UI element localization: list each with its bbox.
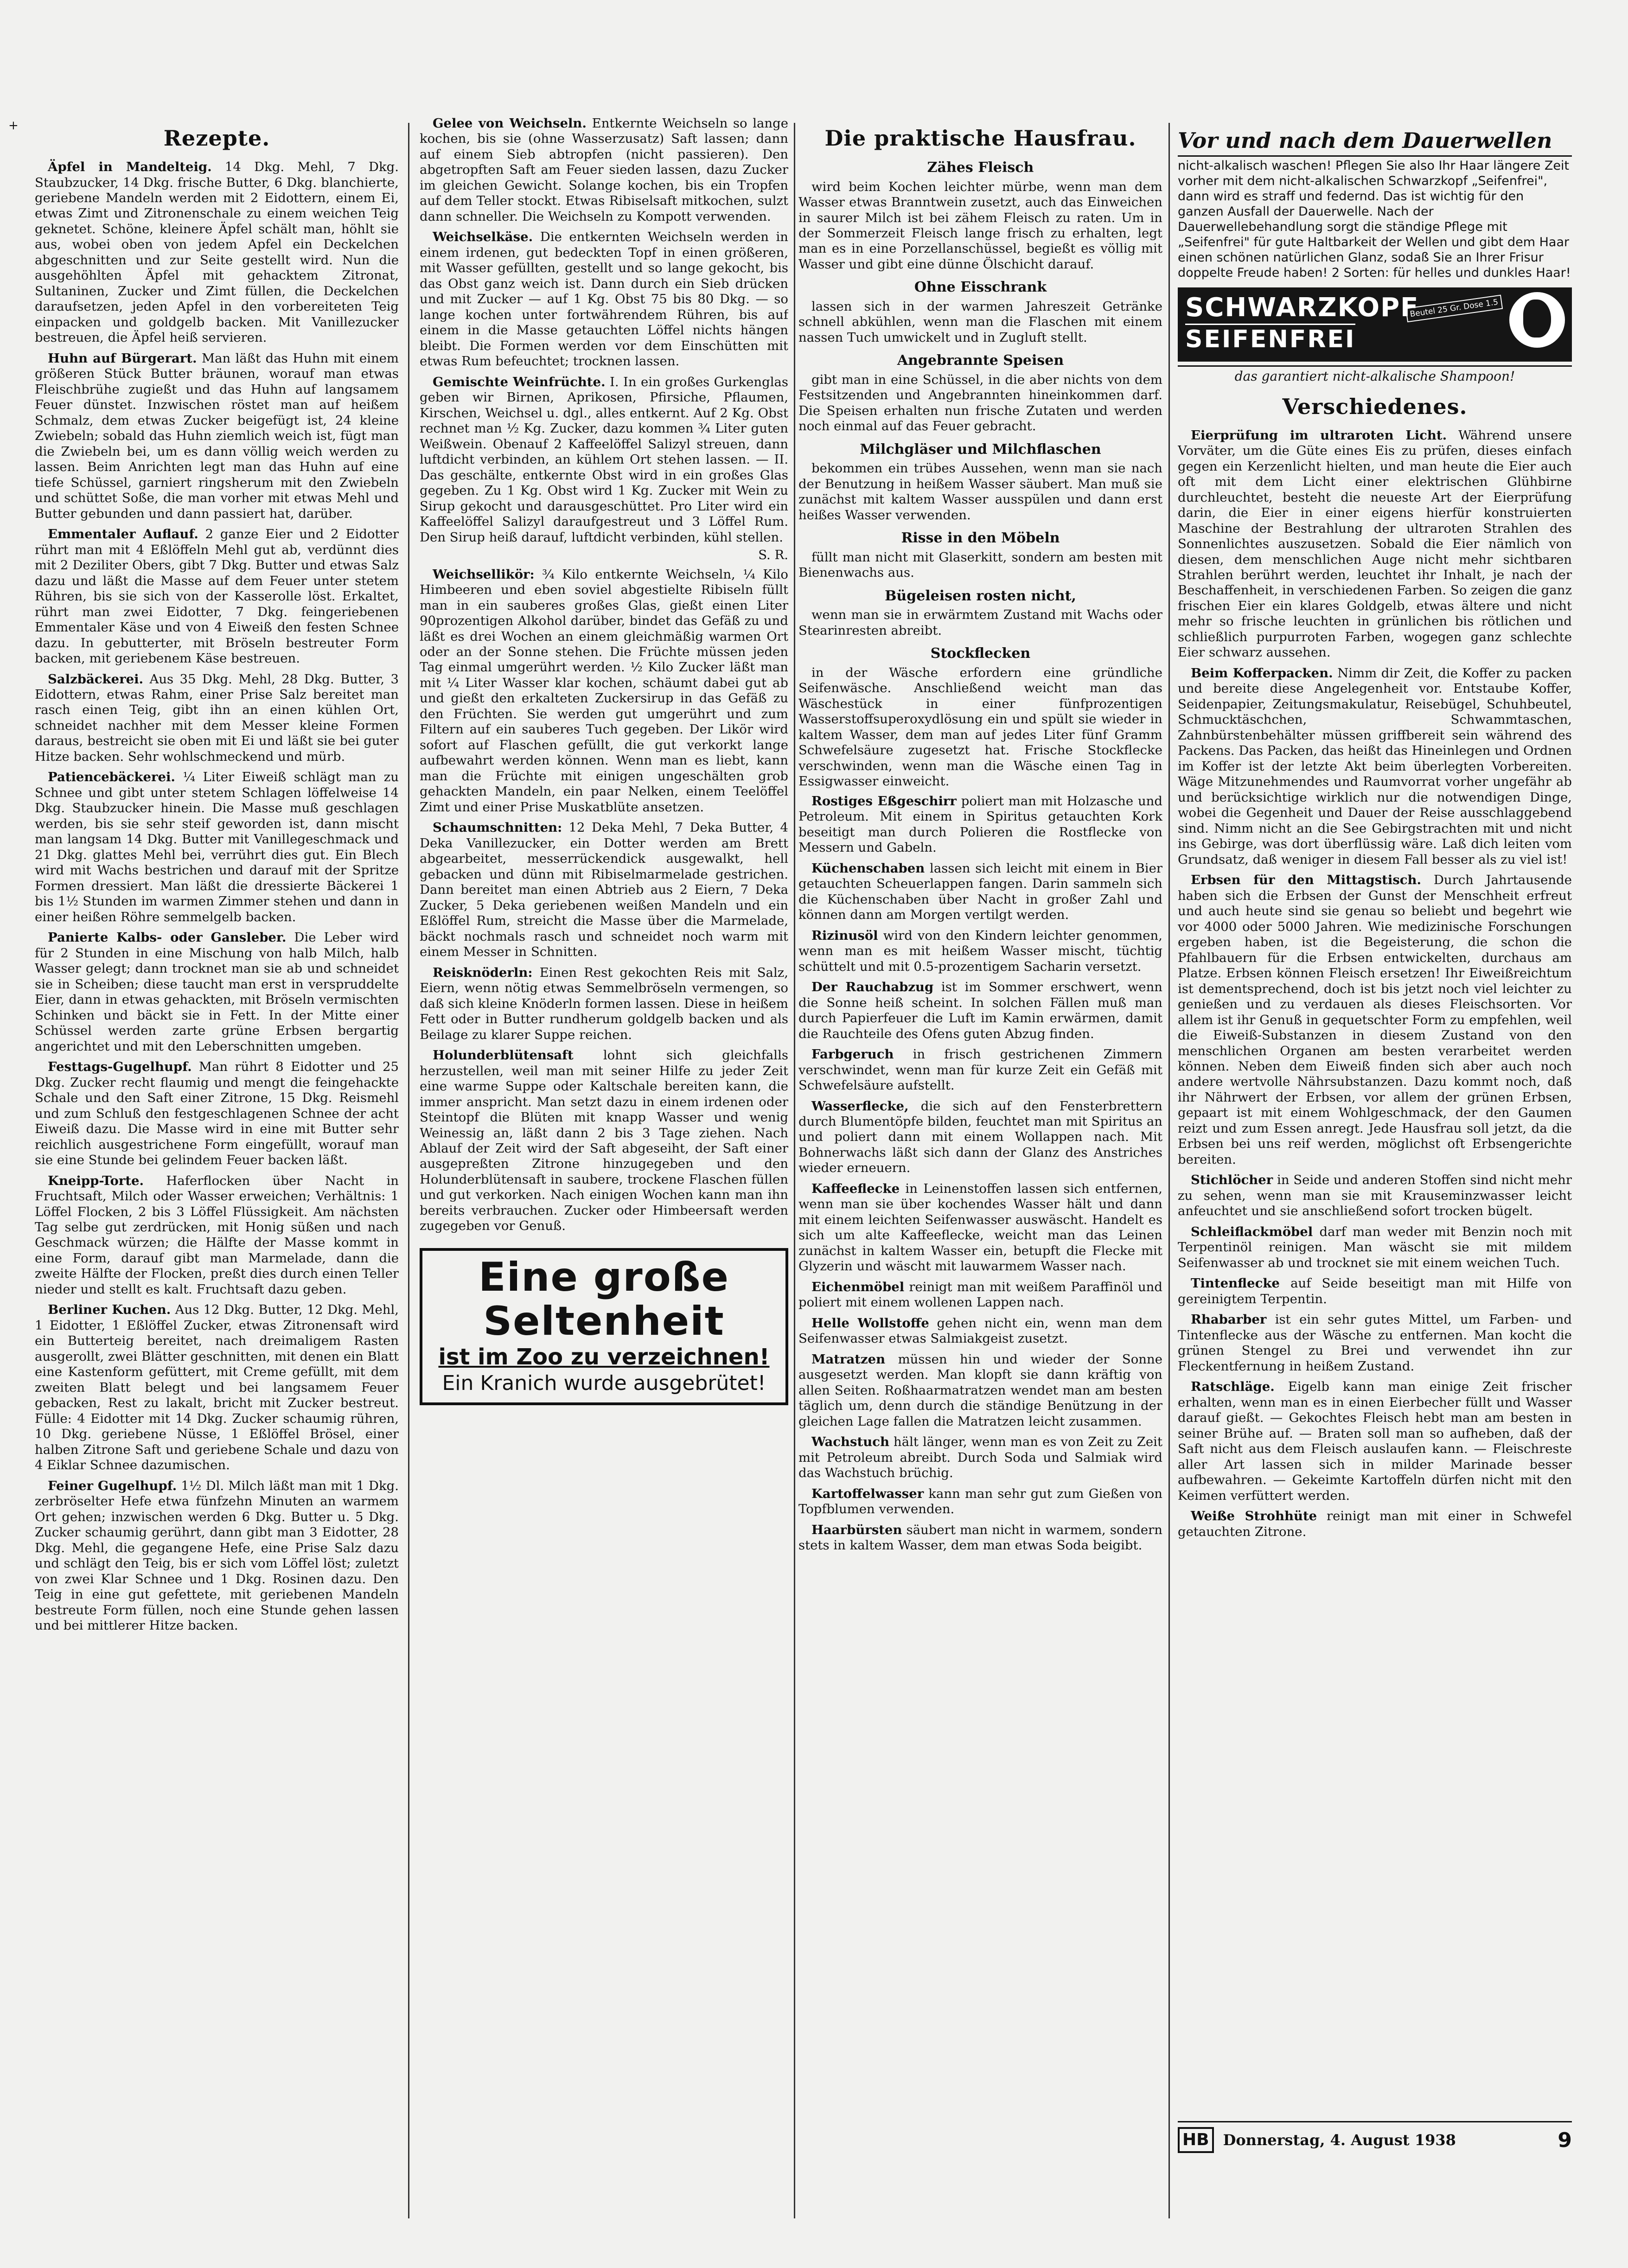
column-divider (1168, 123, 1170, 2218)
tip-heading: Zähes Fleisch (927, 159, 1034, 176)
article-body: 12 Deka Mehl, 7 Deka Butter, 4 Deka Vanillezucker, ein Dotter werden am Brett abgearbeitet, messerrückendick ausgewalkt, hell gebacken und dünn mit Ribiselmarmelade gestrichen. Dann bereitet man einen Abtrieb aus 2 Eiern, 7 Deka Zucker, 5 Deka geriebenen weißen Mandeln und ein Eßlöffel Rum, streicht die Masse über die Marmelade, bäckt nochmals rasch und schneidet noch warm mit einem Messer in Schnitten. (420, 820, 788, 960)
article-title: Weichselkäse. (433, 229, 533, 245)
tip-heading: Bügeleisen rosten nicht, (885, 587, 1076, 604)
article-paragraph (35, 159, 399, 346)
article-body: darf man weder mit Benzin noch mit Terpentinöl reinigen. Man wäscht sie mit mildem Seifenwasser ab und trocknet sie mit einem weichen Tuch. (1178, 1224, 1572, 1270)
ad-title: Vor und nach dem Dauerwellen (1178, 127, 1572, 157)
column-divider (408, 123, 409, 2218)
article-title: Wasserflecke, (811, 1098, 909, 1114)
article-paragraph (420, 375, 788, 545)
recipes-list (35, 159, 399, 1634)
article-paragraph (798, 1352, 1162, 1429)
article-body: ¾ Kilo entkernte Weichseln, ¼ Kilo Himbeeren und eben soviel abgestielte Ribiseln füllt man in ein sauberes großes Glas, gießt einen Liter 90prozentigen Alkohol darüber, bindet das Gefäß zu und läßt es drei Wochen an einem gleichmäßig warmen Ort oder an der Sonne stehen. Die Früchte müssen jeden Tag einmal umgerührt werden. ½ Kilo Zucker läßt man mit ¼ Liter Wasser klar kochen, schäumt dabei gut ab und gießt den erkalteten Zuckersirup in das Gefäß zu den Früchten. Sie werden gut umgerührt und zum Filtern auf ein sauberes Tuch gegeben. Der Likör wird sofort auf Flaschen gefüllt, die gut verkorkt lange aufbewahrt werden können. Wenn man es liebt, kann man die Früchte mit einigen ungeschälten grob gehackten Mandeln, ein paar Nelken, einem Teelöffel Zimt und einer Prise Muskatblüte ansetzen. (420, 567, 788, 815)
article-title: Tintenflecke (1191, 1276, 1280, 1291)
column-recipes (35, 116, 399, 2211)
article-body: Während unsere Vorväter, um die Güte eines Eis zu prüfen, dieses einfach gegen ein Kerzenlicht hielten, und man heute die Eier auch oft mit dem Licht einer elektrischen Glühbirne durchleuchtet, besteht die neueste Art der Eierprüfung darin, die Eier in einer eigens hierfür konstruierten Maschine der Bestrahlung der ultraroten Strahlen des Sonnenlichtes auszusetzen. Sobald die Eier nämlich von diesen, dem menschlichen Auge nicht mehr sichtbaren Strahlen berührt werden, leuchtet ihr Inhalt, je nach der Beschaffenheit, in verschiedenen Farben. So zeigen die ganz frischen Eier ein klares Goldgelb, etwas ältere und nicht mehr so frische leuchten in grünlichen bis rötlichen und schließlich purpurroten Farben, wogegen ganz schlechte Eier schwarz aussehen. (1178, 427, 1572, 660)
article-title: Beim Kofferpacken. (1191, 665, 1333, 681)
article-title: Eichenmöbel (811, 1279, 905, 1294)
article-paragraph (798, 1099, 1162, 1176)
article-title: Eierprüfung im ultraroten Licht. (1191, 427, 1447, 443)
article-body: die sich auf den Fensterbrettern durch Blumentöpfe bilden, feuchtet man mit Spiritus an und poliert dann mit einem Wollappen nach. Mit Bohnerwachs läßt sich dann der Glanz des Anstriches wieder erneuern. (798, 1098, 1162, 1176)
article-body: Aus 35 Dkg. Mehl, 28 Dkg. Butter, 3 Eidottern, etwas Rahm, einer Prise Salz bereitet man rasch einen Teig, gibt ihn an einen kühlen Ort, schneidet nachher mit dem Messer kleine Formen daraus, bestreicht sie oben mit Ei und läßt sie bei guter Hitze backen. Sehr wohlschmeckend und mürb. (35, 671, 399, 764)
article-body: in frisch gestrichenen Zimmern verschwindet, wenn man für kurze Zeit ein Gefäß mit Schwefelsäure aufstellt. (798, 1047, 1162, 1093)
article-paragraph (35, 1478, 399, 1634)
article-body: 1½ Dl. Milch läßt man mit 1 Dkg. zerbröselter Hefe etwa fünfzehn Minuten an warmem Ort gehen; inzwischen werden 6 Dkg. Butter u. 5 Dkg. Zucker schaumig gerührt, dann gibt man 3 Eidotter, 28 Dkg. Mehl, die gegangene Hefe, eine Prise Salz dazu und schlägt den Teig, bis er sich vom Löffel löst; zuletzt von zwei Klar Schnee und 1 Dkg. Rosinen dazu. Den Teig in eine gut gefettete, mit geriebenen Mandeln bestreute Form füllen, noch eine Stunde gehen lassen und bei mittlerer Hitze backen. (35, 1478, 399, 1633)
article-body: säubert man nicht in warmem, sondern stets in kaltem Wasser, dem man etwas Soda beigibt. (798, 1522, 1162, 1553)
article-body: Entkernte Weichseln so lange kochen, bis sie (ohne Wasserzusatz) Saft lassen; dann auf einem Sieb abtropfen (nicht passieren). Den abgetropften Saft am Feuer sieden lassen, dazu Zucker im gleichen Gewicht. Solange kochen, bis ein Tropfen auf dem Teller stockt. Etwas Ribiselsaft mitkochen, sulzt dann schneller. Die Weichseln zu Kompott verwenden. (420, 116, 788, 224)
article-body: in Leinenstoffen lassen sich entfernen, wenn man sie über kochendes Wasser hält und dann mit einem leichten Seifenwasser auswäscht. Handelt es sich um alte Kaffeeflecke, weicht man das Leinen zunächst in kaltem Wasser ein, betupft die Flecke mit Glyzerin und wäscht mit lauwarmem Wasser nach. (798, 1181, 1162, 1274)
article-body: hält länger, wenn man es von Zeit zu Zeit mit Petroleum abreibt. Durch Soda und Salmiak wird das Wachstuch brüchig. (798, 1434, 1162, 1481)
article-body: Die entkernten Weichseln werden in einem irdenen, gut bedeckten Topf in einen größeren, mit Wasser gefüllten, gestellt und so lange gekocht, bis das Obst ganz weich ist. Dann durch ein Sieb drücken und mit Zucker — auf 1 Kg. Obst 75 bis 80 Dkg. — so lange kochen unter fortwährendem Rühren, bis auf einem in die Masse getauchten Löffel nichts hängen bleibt. Die Formen werden vor dem Einschütten mit etwas Rum befeuchtet; trocknen lassen. (420, 229, 788, 369)
tip-text: in der Wäsche erfordern eine gründliche Seifenwäsche. Anschließend weicht man das Wäschestück in einer fünfprozentigen Wasserstoffsuperoxydlösung ein und spült sie wieder in kaltem Wasser, dem man auf jedes Liter fünf Gramm Schwefelsäure zugesetzt hat. Frische Stockflecke verschwinden, wenn man die Wäsche einen Tag in Essigwasser einweicht. (798, 665, 1162, 789)
article-paragraph (1178, 1172, 1572, 1219)
article-body: poliert man mit Holzasche und Petroleum. Mit einem in Spiritus getauchten Kork beseitigt man durch Polieren die Rostflecke von Messern und Gabeln. (798, 793, 1162, 855)
article-paragraph (1178, 873, 1572, 1167)
tip-heading: Ohne Eisschrank (914, 279, 1047, 296)
article-body: Man rührt 8 Eidotter und 25 Dkg. Zucker recht flaumig und mengt die feingehackte Schale und den Saft einer Zitrone, 15 Dkg. Reismehl und zum Schluß den festgeschlagenen Schnee der acht Eiweiß dazu. Die Masse wird in eine mit Butter sehr reichlich ausgestrichene Form eingefüllt, worauf man sie eine Stunde bei gelindem Feuer backen läßt. (35, 1059, 399, 1168)
article-title: Kneipp-Torte. (48, 1173, 144, 1188)
article-body: in Seide und anderen Stoffen sind nicht mehr zu sehen, wenn man sie mit Krauseminzwasser leicht anfeuchtet und sie anschließend sofort trocken bügelt. (1178, 1172, 1572, 1219)
article-title: Gelee von Weichseln. (433, 116, 587, 131)
article-title: Berliner Kuchen. (48, 1302, 171, 1318)
article-paragraph (798, 928, 1162, 975)
article-paragraph (798, 794, 1162, 856)
article-body: wird von den Kindern leichter genommen, wenn man es mit heißem Wasser mischt, tüchtig schüttelt und mit 0.5-prozentigem Sacharin versetzt. (798, 928, 1162, 974)
article-paragraph (798, 1181, 1162, 1274)
article-title: Patiencebäckerei. (48, 770, 175, 785)
article-paragraph (1178, 1276, 1572, 1307)
article-title: Schleiflackmöbel (1191, 1224, 1313, 1239)
article-paragraph (35, 770, 399, 925)
article-body: ist im Sommer erschwert, wenn die Sonne heiß scheint. In solchen Fällen muß man durch Papierfeuer die Luft im Kamin erwärmen, damit die Rauchteile des Ofens guten Abzug finden. (798, 980, 1162, 1041)
article-title: Weichsellikör: (433, 567, 535, 582)
tip-heading: Risse in den Möbeln (901, 530, 1060, 547)
ad-body: nicht-alkalisch waschen! Pflegen Sie also Ihr Haar längere Zeit vorher mit dem nicht-alkalischen Schwarzkopf „Seifenfrei", dann wird es straff und federnd. Das ist wichtig für den ganzen Ausfall der Dauerwelle. Nach der Dauerwellebehandlung sorgt die ständige Pflege mit „Seifenfrei" für gute Haltbarkeit der Wellen und gibt dem Haar einen schönen natürlichen Glanz, sodaß Sie an Ihrer Frisur doppelte Freude haben! 2 Sorten: für helles und dunkles Haar! (1178, 159, 1571, 280)
tip-text: wird beim Kochen leichter mürbe, wenn man dem Wasser etwas Branntwein zusetzt, auch das Einweichen in saurer Milch ist bei zähem Fleisch zu raten. Um in der Sommerzeit Fleisch lange frisch zu erhalten, legt man es in eine Porzellanschüssel, begießt es völlig mit Wasser und gibt eine dünne Ölschicht darauf. (798, 179, 1162, 272)
article-paragraph (1178, 1312, 1572, 1374)
article-body: lassen sich leicht mit einem in Bier getauchten Scheuerlappen fangen. Darin sammeln sich die Küchenschaben über Nacht in großer Zahl und können dann am Morgen vertilgt werden. (798, 860, 1162, 923)
tip-text: bekommen ein trübes Aussehen, wenn man sie nach der Benutzung in heißem Wasser säubert. Man muß sie zunächst mit kaltem Wasser ausspülen und dann erst heißes Wasser verwenden. (798, 461, 1162, 522)
article-paragraph (1178, 1509, 1572, 1540)
article-body: reinigt man mit weißem Paraffinöl und poliert mit einem wollenen Lappen nach. (798, 1279, 1162, 1310)
article-title: Emmentaler Auflauf. (48, 527, 198, 542)
article-body: I. In ein großes Gurkenglas geben wir Birnen, Aprikosen, Pfirsiche, Pflaumen, Kirschen, Weichsel u. dgl., alles entkernt. Auf 2 Kg. Obst rechnet man ½ Kg. Zucker, dazu kommen ¾ Liter guten Weißwein. Obenauf 2 Kaffeelöffel Salizyl streuen, dann luftdicht verbinden, an kühlem Ort stehen lassen. — II. Das geschälte, entkernte Obst wird in ein großes Glas gegeben. Zu 1 Kg. Obst wird 1 Kg. Zucker mit Wein zu Sirup gekocht und darausgeschüttet. Pro Liter wird ein Kaffeelöffel Salizyl daraufgestreut und 3 Löffel Rum. Den Sirup heiß darauf, luftdicht verbinden, kühl stellen. (420, 374, 788, 545)
article-paragraph (1178, 666, 1572, 867)
zoo-advertisement (420, 1248, 788, 1405)
page-footer (1178, 2121, 1572, 2154)
tip-heading: Milchgläser und Milchflaschen (860, 441, 1101, 458)
article-paragraph (420, 229, 788, 369)
article-body: Haferflocken über Nacht in Fruchtsaft, Milch oder Wasser erweichen; Verhältnis: 1 Löffel Flocken, 2 bis 3 Löffel Flüssigkeit. Am nächsten Tag selbe gut zerdrücken, mit Honig süßen und nach Geschmack würzen; die Hälfte der Masse kommt in eine Form, darauf gibt man Marmelade, dann die zweite Hälfte der Flocken, preßt dies durch einen Teller nieder und stellt es kalt. Fruchtsaft dazu geben. (35, 1173, 399, 1297)
article-title: Rizinusöl (811, 928, 878, 943)
ad-headline: Eine große Seltenheit (479, 1254, 729, 1344)
section-heading-recipes: Rezepte. (163, 126, 270, 151)
article-body: kann man sehr gut zum Gießen von Topfblumen verwenden. (798, 1486, 1162, 1517)
tip-text: füllt man nicht mit Glaserkitt, sondern am besten mit Bienenwachs aus. (798, 549, 1162, 580)
article-paragraph (798, 1047, 1162, 1093)
ad-text: Ein Kranich wurde ausgebrütet! (442, 1371, 766, 1395)
article-title: Gemischte Weinfrüchte. (433, 374, 606, 389)
article-paragraph (420, 1048, 788, 1234)
article-paragraph (798, 1486, 1162, 1517)
article-paragraph (35, 351, 399, 522)
issue-date: Donnerstag, 4. August 1938 (1223, 2131, 1456, 2149)
article-body: 2 ganze Eier und 2 Eidotter rührt man mit 4 Eßlöffeln Mehl gut ab, verdünnt dies mit 2 Deziliter Obers, gibt 7 Dkg. Butter und etwas Salz dazu und läßt die Masse auf dem Feuer unter stetem Rühren, bis sie sich von der Kasserolle löst. Erkaltet, rührt man zwei Eidotter, 7 Dkg. feingeriebenen Emmentaler Käse und von 4 Eiweiß den festen Schnee dazu. In gebutterter, mit Bröseln bestreuter Form backen, mit geriebenem Käse bestreuen. (35, 527, 399, 666)
article-title: Wachstuch (811, 1434, 889, 1450)
article-paragraph (798, 1523, 1162, 1554)
article-title: Der Rauchabzug (811, 980, 934, 995)
article-title: Helle Wollstoffe (811, 1315, 929, 1331)
article-body: müssen hin und wieder der Sonne ausgesetzt werden. Man klopft sie dann kräftig von allen Seiten. Roßhaarmatratzen wendet man am besten täglich um, denn durch die ständige Benützung in der gleichen Lage fallen die Matratzen leicht zusammen. (798, 1351, 1162, 1429)
section-heading-misc: Verschiedenes. (1282, 394, 1468, 419)
product-name: SEIFENFREI (1185, 324, 1355, 354)
article-body: ist ein sehr gutes Mittel, um Farben- und Tintenflecke aus der Wäsche zu entfernen. Man kocht die grünen Stengel zu Brei und verwendet ihn zur Fleckentfernung in heißem Zustand. (1178, 1312, 1572, 1374)
author-signature: S. R. (758, 548, 788, 563)
article-title: Kaffeeflecke (811, 1181, 900, 1196)
article-paragraph (35, 1173, 399, 1298)
article-body: Einen Rest gekochten Reis mit Salz, Eiern, wenn nötig etwas Semmelbröseln vermengen, so daß sich kleine Knöderln formen lassen. Diese in heißem Fett oder in Butter rundherum goldgelb backen und als Beilage zu klarer Suppe reichen. (420, 965, 788, 1042)
article-paragraph (420, 116, 788, 224)
article-paragraph (1178, 1379, 1572, 1504)
column-divider (794, 123, 795, 2218)
article-paragraph (420, 820, 788, 960)
tip-text: gibt man in eine Schüssel, in die aber nichts von dem Festsitzenden und Angebrannten hineinkommen darf. Die Speisen erhalten nun frische Zutaten und werden noch einmal auf das Feuer gebracht. (798, 372, 1162, 434)
article-paragraph (35, 527, 399, 666)
article-paragraph (35, 930, 399, 1054)
article-title: Kartoffelwasser (811, 1486, 924, 1501)
article-title: Panierte Kalbs- oder Gansleber. (48, 930, 287, 945)
article-body: Man läßt das Huhn mit einem größeren Stück Butter bräunen, worauf man etwas Fleischbrühe zugießt und das Huhn auf langsamem Feuer dünstet. Inzwischen röstet man auf heißem Schmalz, dem etwas Zucker beigefügt ist, 24 kleine Zwiebeln; sobald das Huhn ziemlich weich ist, fügt man die Zwiebeln bei, um es dann völlig weich werden zu lassen. Beim Anrichten legt man das Huhn auf eine tiefe Schüssel, garniert ringsherum mit den Zwiebeln und schüttet Soße, die man vorher mit etwas Mehl und Butter gebunden und dann passiert hat, darüber. (35, 350, 399, 521)
article-title: Schaumschnitten: (433, 820, 562, 835)
article-title: Rhabarber (1191, 1312, 1267, 1327)
article-title: Festtags-Gugelhupf. (48, 1059, 192, 1075)
misc-list (1178, 428, 1572, 1540)
article-body: Aus 12 Dkg. Butter, 12 Dkg. Mehl, 1 Eidotter, 1 Eßlöffel Zucker, etwas Zitronensaft wird ein Butterteig bereitet, nach dreimaligem Rasten ausgerollt, zwei Blätter geschnitten, mit denen ein Blatt eine Kastenform gefüttert, mit Creme gefüllt, mit dem zweiten Blatt belegt und bei langsamem Feuer gebacken, Rest zu lakalt, bricht mit Zucker bestreut. Fülle: 4 Eidotter mit 14 Dkg. Zucker schaumig rühren, 10 Dkg. geriebene Nüsse, 1 Eßlöffel Brösel, einer halben Zitrone Saft und geriebene Schale und dazu von 4 Eiklar Schnee dazumischen. (35, 1302, 399, 1473)
article-title: Holunderblütensaft (433, 1048, 574, 1063)
article-body: auf Seide beseitigt man mit Hilfe von gereinigtem Terpentin. (1178, 1276, 1572, 1306)
article-body: lohnt sich gleichfalls herzustellen, weil man mit seiner Hilfe zu jeder Zeit eine warme Suppe oder Kaltschale bereiten kann, die immer anspricht. Man setzt dazu in einem irdenen oder Steintopf die Blüten mit knapp Wasser und wenig Weinessig an, läßt dann 2 bis 3 Tage ziehen. Nach Ablauf der Zeit wird der Saft abgeseiht, der Saft einer ausgepreßten Zitrone hinzugegeben und den Holunderblütensaft in saubere, trockene Flaschen füllen und gut verkorken. Nach einigen Wochen kann man ihn bereits verbrauchen. Zucker oder Himbeersaft werden zugegeben vor Genuß. (420, 1048, 788, 1234)
article-title: Küchenschaben (811, 860, 925, 876)
article-paragraph (1178, 1224, 1572, 1271)
column-recipes-continued (420, 116, 788, 2211)
publisher-logo: HB (1178, 2127, 1214, 2153)
column-misc (1178, 127, 1572, 2223)
article-body: 14 Dkg. Mehl, 7 Dkg. Staubzucker, 14 Dkg. frische Butter, 6 Dkg. blanchierte, geriebene Mandeln werden mit 2 Eidottern, einem Ei, etwas Zimt und Zitronenschale zu einem weichen Teig geknetet. Schöne, kleinere Äpfel schält man, höhlt sie aus, wobei oben von jedem Apfel ein Deckelchen abgeschnitten und zur Seite gestellt wird. Nun die ausgehöhlten Äpfel mit gehacktem Zitronat, Sultaninen, Zucker und Zimt füllen, die Deckelchen daraufsetzen, jeden Apfel in den vorbereiteten Teig einpacken und goldgelb backen. Mit Vanillezucker bestreuen, die Äpfel heiß servieren. (35, 159, 399, 345)
brand-banner (1178, 287, 1572, 362)
article-paragraph (798, 1434, 1162, 1481)
article-paragraph (35, 1059, 399, 1168)
section-heading-household: Die praktische Hausfrau. (824, 126, 1136, 151)
recipes-list-continued (420, 116, 788, 1234)
article-paragraph (798, 861, 1162, 923)
article-paragraph (798, 1316, 1162, 1347)
ad-tagline: das garantiert nicht-alkalische Shampoon! (1178, 365, 1572, 384)
shampoo-advertisement (1178, 127, 1572, 384)
article-title: Salzbäckerei. (48, 671, 144, 687)
article-body: Durch Jahrtausende haben sich die Erbsen der Gunst der Menschheit erfreut und auch heute sind sie genau so beliebt und begehrt wie vor 4000 oder 5000 Jahren. Wie medizinische Forschungen ergeben haben, ist die Begeisterung, die schon die Pfahlbauern für die Erbsen entwickelten, durchaus am Platze. Erbsen können Fleisch ersetzen! Ihr Eiweißreichtum ist dementsprechend, doch ist bis jetzt noch viel leichter zu genießen und zu verdauen als dieses Fleischsorten. Vor allem ist ihr Genuß in gequetschter Form zu empfehlen, weil die Eiweiß-Substanzen in diesem Zustand von den menschlichen Organen am besten verarbeitet werden können. Neben dem Eiweiß finden sich aber auch noch andere wertvolle Nährsubstanzen. Dazu kommt noch, daß ihr Nährwert der Erbsen, vor allem der grünen Erbsen, gepaart ist mit einem Wohlgeschmack, der den Gaumen reizt und zum Essen anregt. Jede Hausfrau soll jetzt, da die Erbsen bei uns reif werden, möglichst oft Erbsengerichte bereiten. (1178, 873, 1572, 1167)
margin-mark: + (8, 119, 19, 133)
ad-subline: ist im Zoo zu verzeichnen! (438, 1344, 770, 1370)
article-body: Eigelb kann man einige Zeit frischer erhalten, wenn man es in einen Eierbecher füllt und Wasser darauf gießt. — Gekochtes Fleisch hebt man am besten in seiner Brühe auf. — Braten soll man so aufheben, daß der Saft nicht aus dem Fleisch auslaufen kann. — Fleischreste aller Art lassen sich in milder Marinade besser aufbewahren. — Gekeimte Kartoffeln dürfen nicht mit den Keimen verfüttert werden. (1178, 1379, 1572, 1503)
article-paragraph (420, 567, 788, 815)
article-paragraph (35, 1302, 399, 1473)
article-body: Nimm dir Zeit, die Koffer zu packen und bereite diese Angelegenheit vor. Entstaube Koffer, Seidenpapier, Zeitungsmakulatur, Reisebügel, Schuhbeutel, Schmucktäschchen, Schwammtaschen, Zahnbürstenbehälter müssen griffbereit sein während des Packens. Das Packen, das heißt das Hineinlegen und Ordnen im Koffer ist der letzte Akt beim überlegten Vorbereiten. Wäge Mitzunehmendes und Raumvorrat vorher ungefähr ab und berücksichtige wirklich nur die notwendigen Dinge, wobei die Gegenheit und Dauer der Reise ausschlaggebend sind. Nimm nicht an die See Gebirgstrachten mit und nicht ins Gebirge, was dort überflüssig wäre. Laß dich leiten vom Grundsatz, daß weniger in diesem Fall besser als zu viel ist! (1178, 665, 1572, 867)
household-tips-list (798, 159, 1162, 1554)
article-body: ¼ Liter Eiweiß schlägt man zu Schnee und gibt unter stetem Schlagen löffelweise 14 Dkg. Staubzucker hinein. Die Masse muß geschlagen werden, bis sie sehr steif geworden ist, dann mischt man langsam 14 Dkg. Butter mit Vanillegeschmack und 21 Dkg. glattes Mehl bei, verrührt dies gut. Ein Blech wird mit Wachs bestrichen und darauf mit der Spritze Formen dressiert. Man läßt die dressierte Bäckerei 1 bis 1½ Stunden im warmen Zimmer stehen und dann in einer heißen Röhre semmelgelb backen. (35, 770, 399, 924)
article-title: Matratzen (811, 1351, 886, 1367)
article-body: reinigt man mit einer in Schwefel getauchten Zitrone. (1178, 1509, 1572, 1539)
brand-name: SCHWARZKOPF (1185, 292, 1419, 323)
article-paragraph (798, 1280, 1162, 1311)
article-paragraph (1178, 428, 1572, 661)
article-title: Reisknöderln: (433, 965, 533, 980)
column-household (798, 116, 1162, 2211)
article-body: gehen nicht ein, wenn man dem Seifenwasser etwas Salmiakgeist zusetzt. (798, 1315, 1162, 1346)
article-paragraph (798, 980, 1162, 1042)
price-stamp: Beutel 25 Gr. Dose 1.5 (1405, 294, 1503, 322)
tip-heading: Stockflecken (930, 645, 1031, 662)
article-title: Haarbürsten (811, 1522, 902, 1537)
article-title: Erbsen für den Mittagstisch. (1191, 873, 1422, 888)
article-title: Huhn auf Bürgerart. (48, 350, 197, 366)
article-title: Rostiges Eßgeschirr (811, 793, 957, 809)
article-paragraph (420, 965, 788, 1043)
article-title: Farbgeruch (811, 1047, 894, 1062)
article-title: Stichlöcher (1191, 1172, 1273, 1188)
article-paragraph (35, 672, 399, 765)
article-title: Feiner Gugelhupf. (48, 1478, 177, 1493)
article-title: Ratschläge. (1191, 1379, 1275, 1395)
woman-profile-icon (1509, 292, 1565, 348)
tip-heading: Angebrannte Speisen (897, 352, 1064, 369)
article-title: Äpfel in Mandelteig. (48, 159, 212, 175)
tip-text: lassen sich in der warmen Jahreszeit Getränke schnell abkühlen, wenn man die Flaschen mit einem nassen Tuch umwickelt und in Zugluft stellt. (798, 299, 1162, 345)
article-title: Weiße Strohhüte (1191, 1509, 1317, 1524)
tip-text: wenn man sie in erwärmtem Zustand mit Wachs oder Stearinresten abreibt. (798, 607, 1162, 638)
article-body: Die Leber wird für 2 Stunden in eine Mischung von halb Milch, halb Wasser gelegt; dann trocknet man sie ab und schneidet sie in Scheiben; diese taucht man erst in verspruddelte Eier, dann in etwas gehackten, mit Bröseln vermischten Schinken und bäckt sie in Fett. In der Mitte einer Schüssel werden zarte grüne Erbsen bergartig angerichtet und mit den Leberschnitten umgeben. (35, 930, 399, 1054)
page-number: 9 (1558, 2128, 1572, 2152)
